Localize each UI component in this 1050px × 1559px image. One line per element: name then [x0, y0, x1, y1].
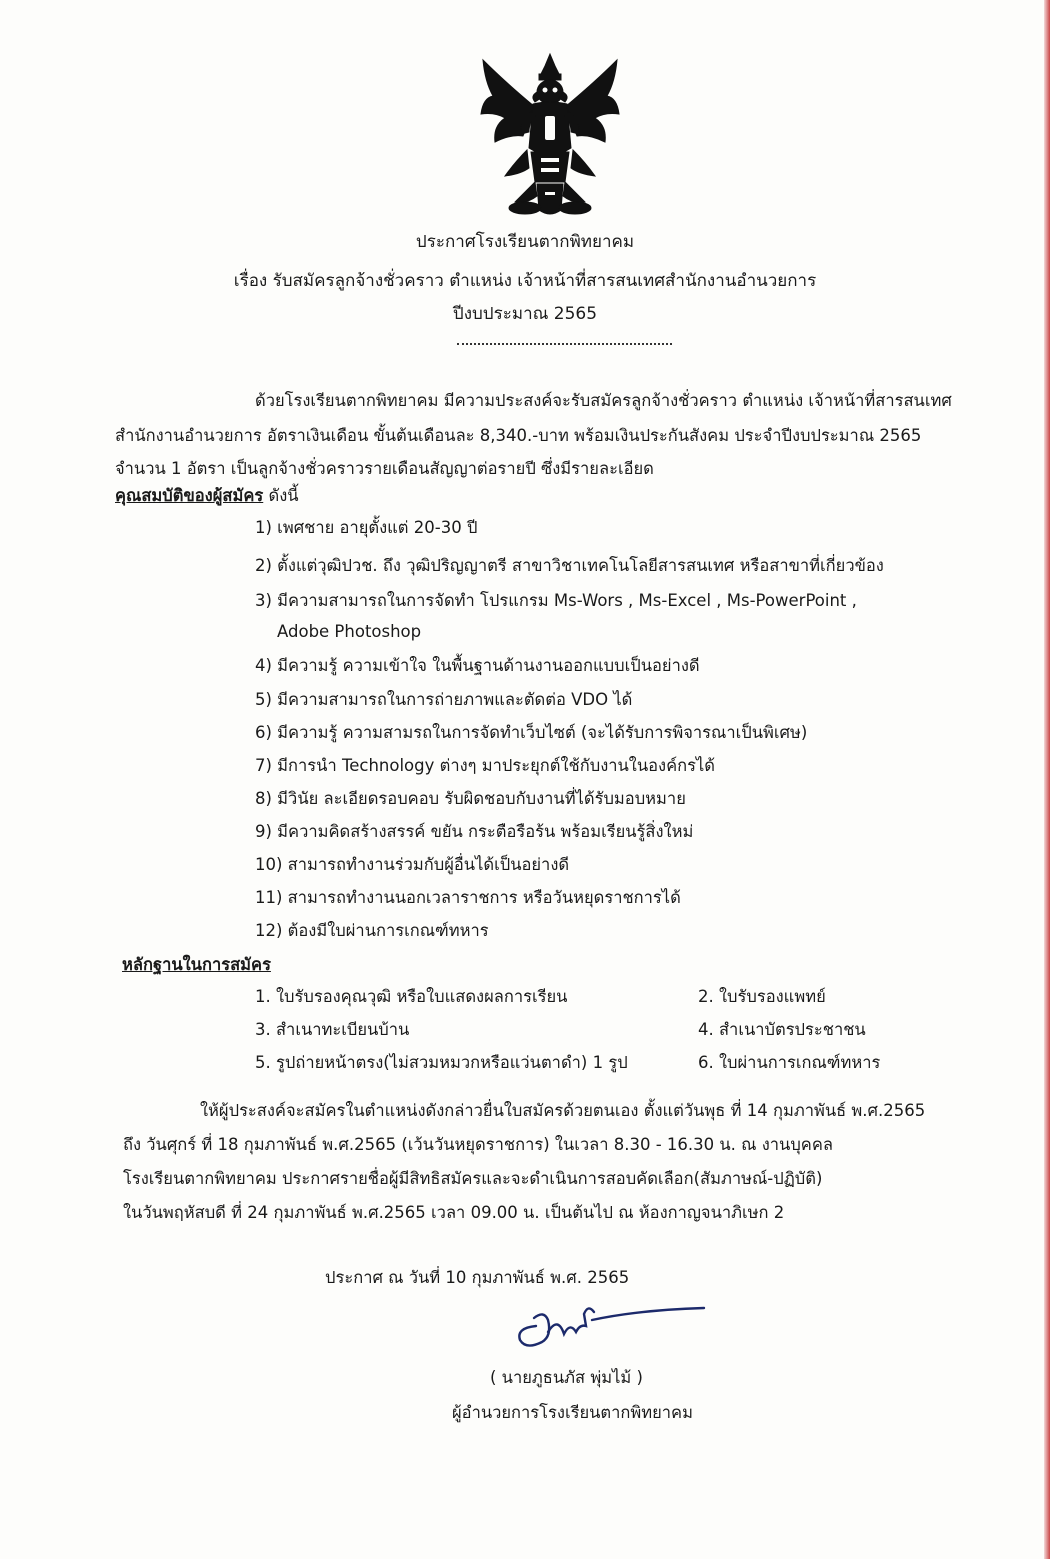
instructions-line-1: ให้ผู้ประสงค์จะสมัครในตำแหน่งดังกล่าวยื่นใบสมัครด้วยตนเอง ตั้งแต่วันพุธ ที่ 14 กุมภาพันธ์ พ.ศ.2565	[200, 1101, 926, 1120]
evidence-item: 4. สำเนาบัตรประชาชน	[698, 1020, 866, 1039]
announcement-title: ประกาศโรงเรียนตากพิทยาคม	[415, 232, 635, 252]
qualifications-heading: คุณสมบัติของผู้สมัคร	[115, 486, 264, 505]
qualification-item: 9) มีความคิดสร้างสรรค์ ขยัน กระตือรือร้น พร้อมเรียนรู้สิ่งใหม่	[255, 822, 694, 841]
fiscal-year: ปีงบประมาณ 2565	[452, 304, 598, 324]
intro-line-1: ด้วยโรงเรียนตากพิทยาคม มีความประสงค์จะรับสมัครลูกจ้างชั่วคราว ตำแหน่ง เจ้าหน้าที่สารสนเทศ	[255, 391, 952, 410]
qualification-item: 10) สามารถทำงานร่วมกับผู้อื่นได้เป็นอย่างดี	[255, 855, 570, 874]
qualifications-heading-row	[115, 484, 299, 508]
evidence-item: 2. ใบรับรองแพทย์	[698, 987, 826, 1006]
qualification-item: 2) ตั้งแต่วุฒิปวช. ถึง วุฒิปริญญาตรี สาขาวิชาเทคโนโลยีสารสนเทศ หรือสาขาที่เกี่ยวข้อง	[255, 556, 884, 575]
handwritten-signature	[508, 1296, 708, 1356]
evidence-item: 3. สำเนาทะเบียนบ้าน	[255, 1020, 410, 1039]
garuda-emblem-icon	[475, 52, 625, 220]
instructions-line-3: โรงเรียนตากพิทยาคม ประกาศรายชื่อผู้มีสิทธิสมัครและจะดำเนินการสอบคัดเลือก(สัมภาษณ์-ปฏิบัติ)	[123, 1169, 823, 1188]
instructions-line-2: ถึง วันศุกร์ ที่ 18 กุมภาพันธ์ พ.ศ.2565 (เว้นวันหยุดราชการ) ในเวลา 8.30 - 16.30 น. ณ งานบุคคล	[123, 1135, 833, 1154]
instructions-line-4: ในวันพฤหัสบดี ที่ 24 กุมภาพันธ์ พ.ศ.2565 เวลา 09.00 น. เป็นต้นไป ณ ห้องกาญจนาภิเษก 2	[123, 1203, 785, 1222]
qualifications-heading-suffix: ดังนี้	[263, 486, 299, 505]
intro-line-2: สำนักงานอำนวยการ อัตราเงินเดือน ขั้นต้นเดือนละ 8,340.-บาท พร้อมเงินประกันสังคม ประจำปีงบประมาณ 2565	[115, 426, 922, 445]
evidence-item: 5. รูปถ่ายหน้าตรง(ไม่สวมหมวกหรือแว่นตาดำ) 1 รูป	[255, 1053, 628, 1072]
qualification-item: 11) สามารถทำงานนอกเวลาราชการ หรือวันหยุดราชการได้	[255, 888, 681, 907]
signatory-name: ( นายภูธนภัส พุ่มไม้ )	[490, 1368, 643, 1387]
qualification-item: 1) เพศชาย อายุตั้งแต่ 20-30 ปี	[255, 518, 478, 537]
evidence-heading: หลักฐานในการสมัคร	[122, 955, 271, 974]
signatory-position: ผู้อำนวยการโรงเรียนตากพิทยาคม	[452, 1403, 693, 1422]
qualification-item: 3) มีความสามารถในการจัดทำ โปรแกรม Ms-Wors , Ms-Excel , Ms-PowerPoint ,	[255, 591, 857, 610]
qualification-item: 8) มีวินัย ละเอียดรอบคอบ รับผิดชอบกับงานที่ได้รับมอบหมาย	[255, 789, 686, 808]
evidence-item: 6. ใบผ่านการเกณฑ์ทหาร	[698, 1053, 881, 1072]
dotted-divider	[457, 343, 672, 345]
announcement-subject: เรื่อง รับสมัครลูกจ้างชั่วคราว ตำแหน่ง เจ้าหน้าที่สารสนเทศสำนักงานอำนวยการ	[233, 271, 817, 291]
intro-line-3: จำนวน 1 อัตรา เป็นลูกจ้างชั่วคราวรายเดือนสัญญาต่อรายปี ซึ่งมีรายละเอียด	[115, 459, 654, 478]
evidence-item: 1. ใบรับรองคุณวุฒิ หรือใบแสดงผลการเรียน	[255, 987, 568, 1006]
qualification-item: 12) ต้องมีใบผ่านการเกณฑ์ทหาร	[255, 921, 489, 940]
qualification-item: 5) มีความสามารถในการถ่ายภาพและตัดต่อ VDO ได้	[255, 690, 633, 709]
qualification-item: 6) มีความรู้ ความสามรถในการจัดทำเว็บไซต์ (จะได้รับการพิจารณาเป็นพิเศษ)	[255, 723, 808, 742]
qualification-item: 4) มีความรู้ ความเข้าใจ ในพื้นฐานด้านงานออกแบบเป็นอย่างดี	[255, 656, 700, 675]
qualification-item-continued: Adobe Photoshop	[277, 622, 422, 641]
qualification-item: 7) มีการนำ Technology ต่างๆ มาประยุกต์ใช้กับงานในองค์กรได้	[255, 756, 716, 775]
announcement-date: ประกาศ ณ วันที่ 10 กุมภาพันธ์ พ.ศ. 2565	[325, 1268, 630, 1287]
